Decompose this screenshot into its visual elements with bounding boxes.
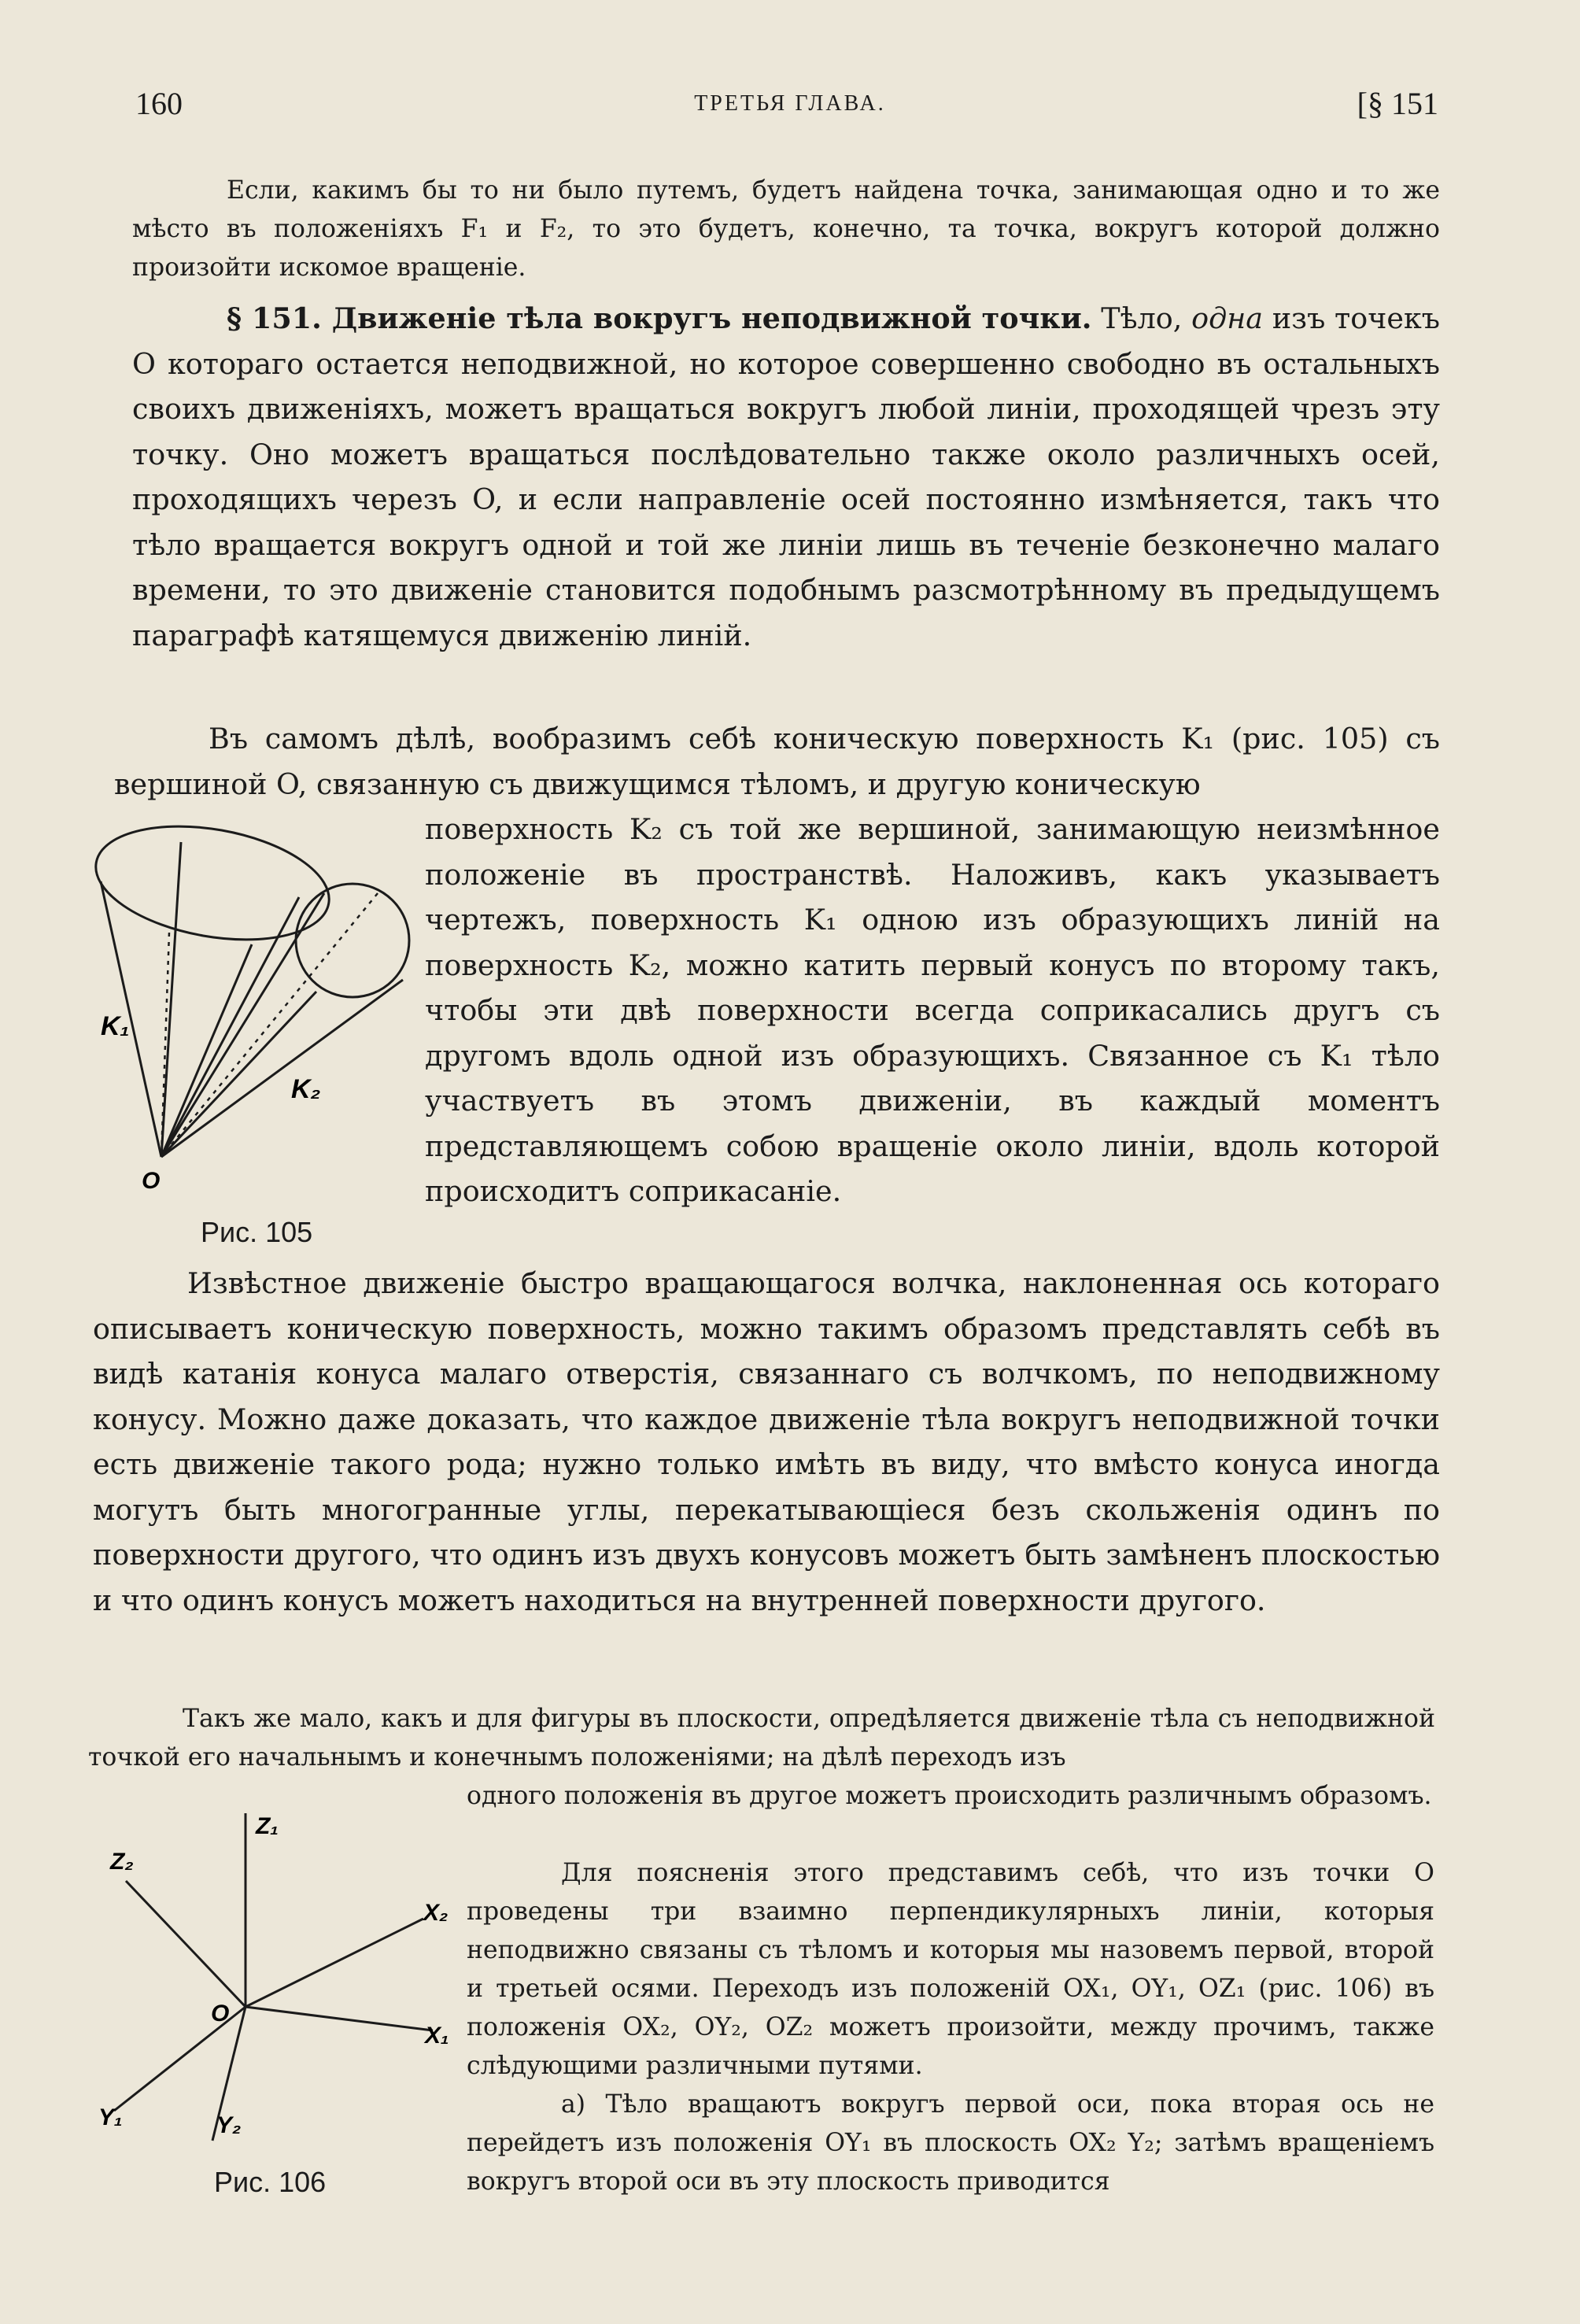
label-z2: Z₂	[110, 1849, 134, 1875]
figure-106-caption: Рис. 106	[214, 2166, 327, 2198]
section-heading: § 151. Движеніе тѣла вокругъ неподвижной точки.	[227, 301, 1092, 335]
label-x2: X₂	[423, 1900, 449, 1926]
chapter-title: ТРЕТЬЯ ГЛАВА.	[694, 91, 886, 116]
label-y2: Y₂	[216, 2112, 242, 2138]
section-lead: Тѣло,	[1101, 301, 1183, 335]
section-marker: [§ 151	[1357, 86, 1438, 121]
paragraph-spinning-top: Извѣстное движеніе быстро вращающагося волчка, наклоненная ось котораго описываетъ коническую поверхность, можно такимъ образомъ представлять себѣ въ видѣ катанія конуса малаго отверстія, связаннаго съ волчкомъ, по неподвижному конусу. Можно даже доказать, что каждое движеніе тѣла вокругъ неподвижной точки есть движеніе такого рода; нужно только имѣть въ виду, что вмѣсто конуса иногда могутъ быть многогранные углы, перекатывающіеся безъ скольженія одинъ по поверхности другого, что одинъ изъ двухъ конусовъ можетъ быть замѣненъ плоскостью и что одинъ конусъ можетъ находиться на внутренней поверхности другого.	[93, 1266, 1440, 1617]
label-y1: Y₁	[98, 2104, 123, 2130]
label-o106: O	[211, 2001, 230, 2027]
emphasis-word: одна	[1191, 301, 1264, 335]
page-header	[0, 85, 1580, 132]
figure-105-cones	[94, 818, 425, 1220]
label-z1: Z₁	[256, 1813, 279, 1839]
paragraph-cones-intro: Въ самомъ дѣлѣ, вообразимъ себѣ коническую поверхность K₁ (рис. 105) съ вершиной O, связанную съ движущимся тѣломъ, и другую коническую	[114, 722, 1440, 801]
paragraph-motion: Такъ же мало, какъ и для фигуры въ плоскости, опредѣляется движеніе тѣла съ неподвижной точкой его начальнымъ и конечнымъ положеніями; на дѣлѣ переходъ изъ	[88, 1705, 1435, 1772]
label-o: O	[142, 1168, 161, 1194]
paragraph-motion-wrap: одного положенія въ другое можетъ происходить различнымъ образомъ.	[467, 1782, 1432, 1810]
paragraph-axes: Для поясненія этого представимъ себѣ, что изъ точки O проведены три взаимно перпендикулярныхъ линіи, которыя неподвижно связаны съ тѣломъ и которыя мы назовемъ первой, второй и третьей осями. Переходъ изъ положеній OX₁, OY₁, OZ₁ (рис. 106) въ положенія OX₂, OY₂, OZ₂ можетъ произойти, между прочимъ, также слѣдующими различными путями.	[467, 1859, 1434, 2080]
page-number: 160	[135, 86, 183, 121]
paragraph-cones-wrap: поверхность K₂ съ той же вершиной, занимающую неизмѣнное положеніе въ пространствѣ. Наложивъ, какъ указываетъ чертежъ, поверхность K₁ одною изъ образующихъ линій на поверхность K₂, можно катить первый конусъ по второму такъ, чтобы эти двѣ поверхности всегда соприкасались другъ съ другомъ вдоль одной изъ образующихъ. Связанное съ K₁ тѣло участвуетъ въ этомъ движеніи, въ каждый моментъ представляющемъ собою вращеніе около линіи, вдоль которой происходитъ соприкасаніе.	[425, 812, 1440, 1208]
label-x1: X₁	[425, 2023, 449, 2049]
section-text: изъ точекъ O котораго остается неподвижной, но которое совершенно свободно въ остальныхъ своихъ движеніяхъ, можетъ вращаться вокругъ любой линіи, проходящей чрезъ эту точку. Оно можетъ вращаться послѣдовательно также около различныхъ осей, проходящихъ черезъ O, и если направленіе осей постоянно измѣняется, такъ что тѣло вращается вокругъ одной и той же линіи лишь въ теченіе безконечно малаго времени, то это движеніе становится подобнымъ разсмотрѣнному въ предыдущемъ параграфѣ катящемуся движенію линій.	[132, 301, 1440, 652]
label-k1: K₁	[101, 1011, 130, 1041]
intro-paragraph: Если, какимъ бы то ни было путемъ, будетъ найдена точка, занимающая одно и то же мѣсто въ положеніяхъ F₁ и F₂, то это будетъ, конечно, та точка, вокругъ которой должно произойти искомое вращеніе.	[132, 176, 1440, 282]
paragraph-case-a: а) Тѣло вращаютъ вокругъ первой оси, пока вторая ось не перейдетъ изъ положенія OY₁ въ плоскость OX₂ Y₂; затѣмъ вращеніемъ вокругъ второй оси въ эту плоскость приводится	[467, 2090, 1434, 2196]
section-151-paragraph	[132, 296, 1440, 658]
figure-106-axes	[94, 1802, 472, 2164]
label-k2: K₂	[291, 1074, 321, 1104]
figure-105-caption: Рис. 105	[201, 1216, 313, 1248]
